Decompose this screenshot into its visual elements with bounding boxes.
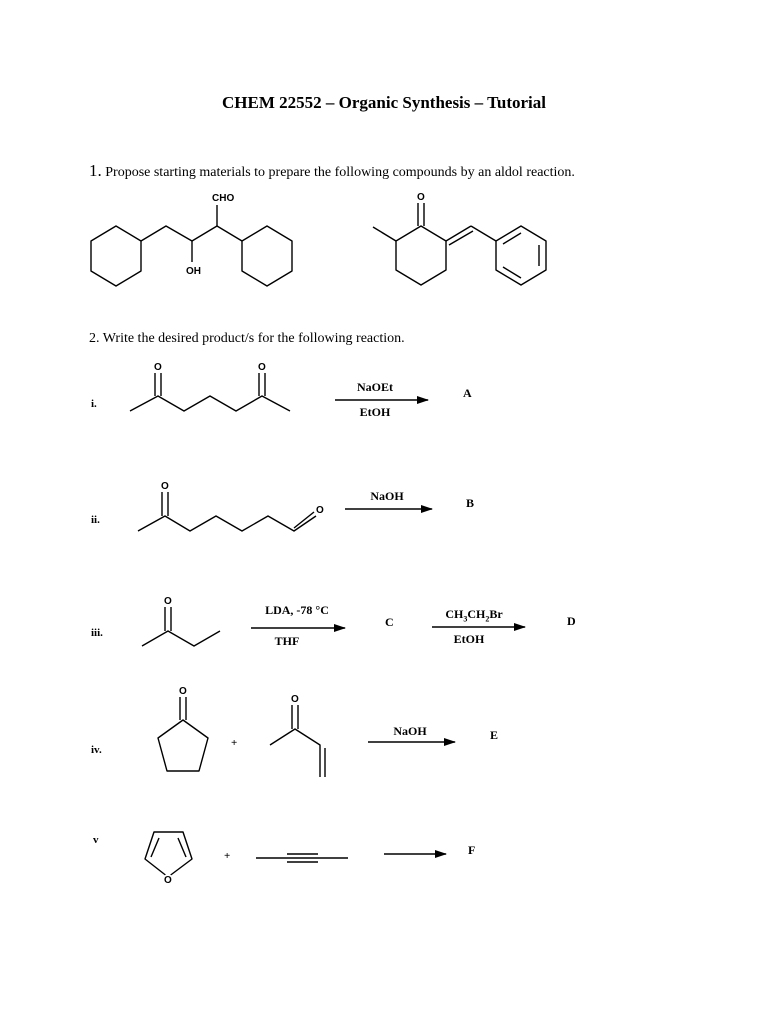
item-iv-label: iv. [91, 744, 102, 756]
item-i-reagent-top: NaOEt [357, 380, 393, 394]
question-2-text: 2. Write the desired product/s for the following reaction. [89, 331, 405, 346]
cyclopentanone-structure [158, 686, 208, 771]
page-title: CHEM 22552 – Organic Synthesis – Tutorial [222, 93, 546, 112]
product-f-label: F [468, 843, 476, 857]
svg-text:O: O [164, 875, 172, 886]
cho-label: CHO [212, 193, 235, 204]
svg-text:O: O [161, 481, 169, 492]
item-iii-reagent-top: LDA, -78 °C [265, 603, 329, 617]
ketone-oxygen-label: O [417, 192, 425, 203]
item-ii-label: ii. [91, 514, 100, 526]
item-v-label: v [93, 834, 99, 846]
methyl-vinyl-ketone-structure [270, 694, 325, 777]
item-iii-reagent-bottom: THF [274, 634, 300, 648]
item-i-label: i. [91, 398, 97, 410]
item-i-reagent-bottom: EtOH [359, 405, 391, 419]
item-iv-plus: + [231, 737, 238, 749]
question-1-number: 1. [89, 161, 102, 180]
furan-structure [145, 832, 192, 886]
item-v-plus: + [224, 850, 231, 862]
svg-text:O: O [291, 694, 299, 705]
heptanedione-structure [130, 362, 290, 411]
keto-aldehyde-structure [138, 481, 324, 531]
oh-label: OH [186, 266, 201, 277]
svg-text:O: O [164, 596, 172, 607]
item-ii-reagent-top: NaOH [370, 489, 404, 503]
svg-text:O: O [258, 362, 266, 373]
product-c-label: C [385, 615, 394, 629]
product-b-label: B [466, 496, 475, 510]
butyne-structure [256, 854, 348, 862]
item-iii-label: iii. [91, 627, 103, 639]
svg-text:O: O [179, 686, 187, 697]
product-d-label: D [567, 614, 576, 628]
svg-text:O: O [316, 505, 324, 516]
item-iv-reagent-top: NaOH [393, 724, 427, 738]
product-a-label: A [463, 386, 472, 400]
product-e-label: E [490, 728, 499, 742]
item-iii-reagent2-top: $CH_3CH_2Br$ [445, 607, 503, 624]
question-1-text: Propose starting materials to prepare the following compounds by an aldol reaction. [105, 165, 575, 180]
item-iii-reagent2-bottom: EtOH [453, 632, 485, 646]
butanone-structure [142, 596, 220, 646]
svg-text:O: O [154, 362, 162, 373]
